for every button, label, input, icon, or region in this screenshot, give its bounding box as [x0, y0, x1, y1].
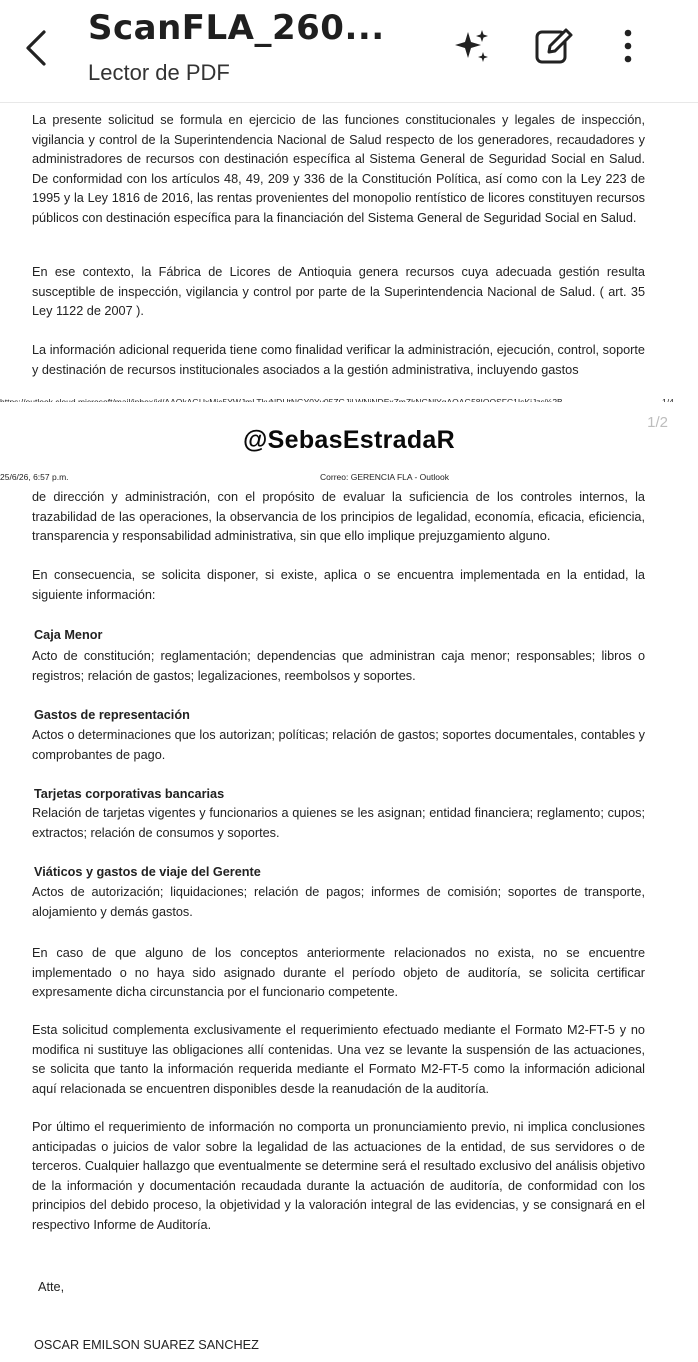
- page-indicator: 1/2: [647, 414, 668, 431]
- paragraph: La presente solicitud se formula en ejercicio de las funciones constitucionales y legales de inspección, vigilancia y control de la Superintendencia Nacional de Salud respecto de los generadores, recaudadores y administradores de recursos con destinación específica al Sistema General de Seguridad Social en Salud. De conformidad con los artículos 48, 49, 209 y 336 de la Constitución Política, así como con la Ley 223 de 1995 y la Ley 1816 de 2016, las rentas provenientes del monopolio rentístico de licores constituyen recursos públicos con destinación específica para la financiación del Sistema General de Seguridad Social en Salud.: [32, 113, 645, 225]
- paragraph: Relación de tarjetas vigentes y funcionarios a quienes se les asignan; entidad financiera; reglamento; cupos; extractos; relación de consumos y soportes.: [32, 806, 645, 840]
- paragraph: Actos o determinaciones que los autorizan; políticas; relación de gastos; soportes documentales, contables y comprobantes de pago.: [32, 728, 645, 762]
- section-heading: Caja Menor: [34, 628, 103, 642]
- paragraph: La información adicional requerida tiene como finalidad verificar la administración, ejecución, control, soporte y destinación de recursos institucionales asociados a la gestión administrativa, incluyendo gastos: [32, 343, 645, 377]
- app-bar: [0, 0, 698, 100]
- pdf-page-1: [0, 102, 698, 403]
- closing: Atte,: [38, 1280, 65, 1294]
- signature-name: OSCAR EMILSON SUAREZ SANCHEZ: [34, 1338, 259, 1352]
- more-vertical-icon[interactable]: [606, 24, 650, 68]
- paragraph: En caso de que alguno de los conceptos anteriormente relacionados no exista, no se encuentre implementado o no haya sido asignado durante el período objeto de auditoría, se solicita certificar expresamente dicha circunstancia por el funcionario competente.: [32, 946, 645, 1000]
- edit-icon[interactable]: [532, 24, 576, 68]
- back-arrow-icon[interactable]: [18, 26, 58, 70]
- paragraph: Actos de autorización; liquidaciones; relación de pagos; informes de comisión; soportes de transporte, alojamiento y demás gastos.: [32, 885, 645, 919]
- document-title: ScanFLA_260...: [88, 8, 385, 48]
- sparkle-icon[interactable]: [450, 24, 494, 68]
- section-heading: Viáticos y gastos de viaje del Gerente: [34, 865, 261, 879]
- page-header-title: Correo: GERENCIA FLA - Outlook: [320, 472, 449, 482]
- paragraph: de dirección y administración, con el propósito de evaluar la suficiencia de los controles internos, la trazabilidad de las operaciones, la observancia de los principios de legalidad, economía, eficacia, eficiencia, transparencia y responsabilidad administrativa, sin que ello implique prejuzgamiento alguno.: [32, 490, 645, 544]
- section-heading: Gastos de representación: [34, 708, 190, 722]
- paragraph: En consecuencia, se solicita disponer, si existe, aplica o se encuentra implementada en la entidad, la siguiente información:: [32, 568, 645, 602]
- watermark-handle: @SebasEstradaR: [242, 426, 455, 454]
- page-header-date: 25/6/26, 6:57 p.m.: [0, 472, 69, 482]
- section-heading: Tarjetas corporativas bancarias: [34, 787, 225, 801]
- paragraph: En ese contexto, la Fábrica de Licores de Antioquia genera recursos cuya adecuada gestión resulta susceptible de inspección, vigilancia y control por parte de la Superintendencia Nacional de Salud. ( art. 35 Ley 1122 de 2007 ).: [32, 265, 645, 319]
- app-subtitle: Lector de PDF: [88, 60, 230, 85]
- pdf-page-2: [0, 462, 698, 1362]
- paragraph: Esta solicitud complementa exclusivamente el requerimiento efectuado mediante el Formato M2-FT-5 y no modifica ni sustituye las obligaciones allí contenidas. Una vez se levante la suspensión de las actuaciones, se solicita que tanto la información requerida mediante el Formato M2-FT-5 como la información adicional aquí relacionada se encuentren disponibles desde la reanudación de la auditoría.: [32, 1023, 645, 1096]
- paragraph: Acto de constitución; reglamentación; dependencias que administran caja menor; responsables; libros o registros; relación de gastos; legalizaciones, reembolsos y soportes.: [32, 649, 645, 683]
- paragraph: Por último el requerimiento de información no comporta un pronunciamiento previo, ni implica conclusiones anticipadas o juicios de valor sobre la legalidad de las actuaciones de la entidad, de sus servidores o de terceros. Cualquier hallazgo que eventualmente se determine será el resultado exclusivo del análisis objetivo de la información y documentación recaudada durante la actuación de auditoría, de conformidad con los principios del debido proceso, la objetividad y la valoración integral de las evidencias, y se consignará en el respectivo Informe de Auditoría.: [32, 1120, 645, 1232]
